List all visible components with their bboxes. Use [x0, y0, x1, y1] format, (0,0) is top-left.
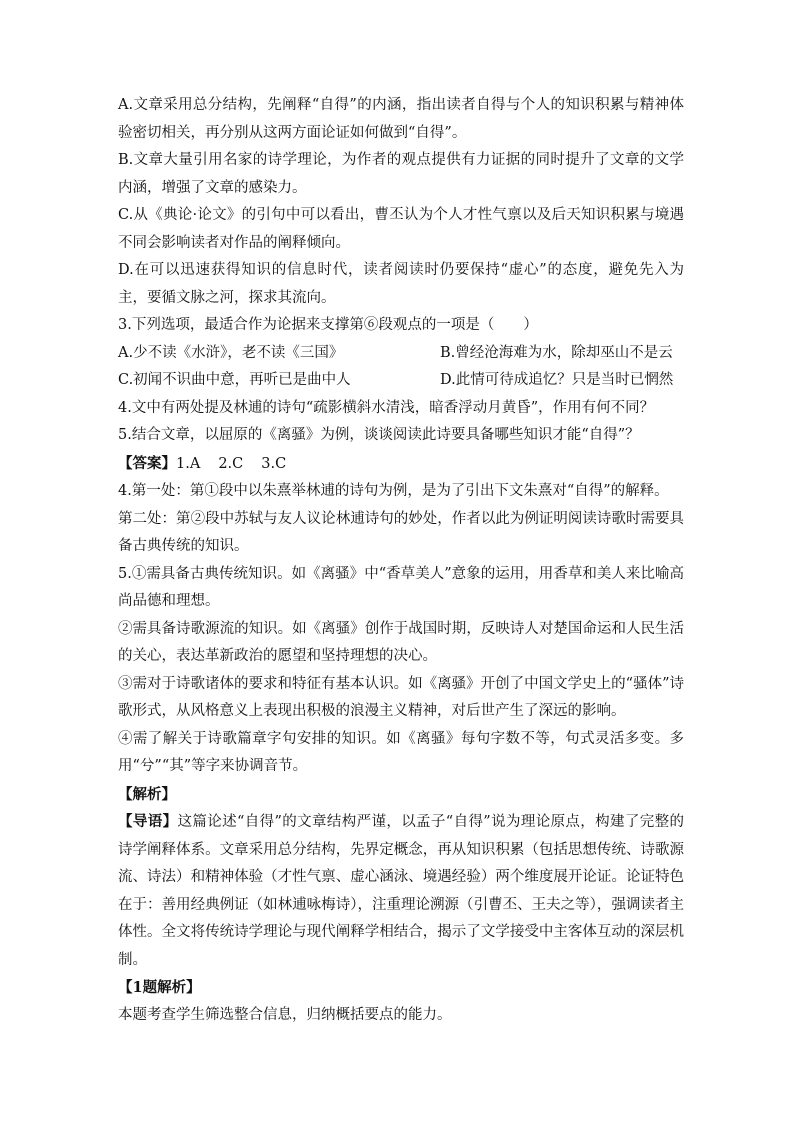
answer-line: [118, 450, 684, 479]
q3-option-a: A.少不读《水浒》，老不读《三国》: [118, 344, 344, 361]
answer-label: 【答案】: [118, 454, 176, 472]
q3-option-b: B.曾经沧海难为水，除却巫山不是云: [440, 344, 673, 361]
answer-5-point-2: ②需具备诗歌源流的知识。如《离骚》创作于战国时期，反映诗人对楚国命运和人民生活的关心，表达革新政治的愿望和坚持理想的决心。: [118, 620, 684, 664]
q3-options-row-2: [118, 367, 684, 395]
q2-option-a: A.文章采用总分结构，先阐释“自得”的内涵，指出读者自得与个人的知识积累与精神体验密切相关，再分别从这两方面论证如何做到“自得”。: [118, 97, 684, 141]
q2-option-c: C.从《典论·论文》的引句中可以看出，曹丕认为个人才性气禀以及后天知识积累与境遇不同会影响读者对作品的阐释倾向。: [118, 207, 684, 251]
q5-stem: 5.结合文章，以屈原的《离骚》为例，谈谈阅读此诗要具备哪些知识才能“自得”？: [118, 427, 640, 443]
q2-option-b: B.文章大量引用名家的诗学理论，为作者的观点提供有力证据的同时提升了文章的文学内涵，增强了文章的感染力。: [118, 152, 684, 196]
answer-4-first: 4.第一处：第①段中以朱熹举林逋的诗句为例，是为了引出下文朱熹对“自得”的解释。: [118, 483, 669, 499]
analysis-label: 【解析】: [118, 785, 176, 803]
guide-label: 【导语】: [118, 813, 178, 830]
answer-5-point-4: ④需了解关于诗歌篇章字句安排的知识。如《离骚》每句字数不等，句式灵活多变。多用“兮”“其”等字来协调音节。: [118, 730, 684, 774]
answer-5-point-3: ③需对于诗歌诸体的要求和特征有基本认识。如《离骚》开创了中国文学史上的“骚体”诗歌形式，从风格意义上表现出积极的浪漫主义精神，对后世产生了深远的影响。: [118, 675, 684, 719]
guide-text: 这篇论述“自得”的文章结构严谨，以孟子“自得”说为理论原点，构建了完整的诗学阐释体系。文章采用总分结构，先界定概念，再从知识积累（包括思想传统、诗歌源流、诗法）和精神体验（才性气禀、虚心涵泳、境遇经验）两个维度展开论证。论证特色在于：善用经典例证（如林逋咏梅诗），注重理论溯源（引曹丕、王夫之等），强调读者主体性。全文将传统诗学理论与现代阐释学相结合，揭示了文学接受中主客体互动的深层机制。: [118, 814, 685, 968]
q1-analysis-label: 【1题解析】: [118, 979, 201, 996]
answer-4-second: 第二处：第②段中苏轼与友人议论林逋诗句的妙处，作者以此为例证明阅读诗歌时需要具备古典传统的知识。: [118, 510, 684, 554]
answer-1: 1.A: [176, 455, 201, 472]
q3-options-row-1: [118, 340, 684, 368]
q2-option-d: D.在可以迅速获得知识的信息时代，读者阅读时仍要保持“虚心”的态度，避免先入为主，要循文脉之河，探求其流向。: [118, 262, 684, 306]
guide-paragraph: [118, 808, 684, 974]
q1-analysis-text: 本题考查学生筛选整合信息，归纳概括要点的能力。: [118, 1006, 452, 1023]
answer-5-point-1: 5.①需具备古典传统知识。如《离骚》中“香草美人”意象的运用，用香草和美人来比喻高尚品德和理想。: [118, 565, 684, 609]
answer-2: 2.C: [218, 455, 244, 472]
q3-stem: 3.下列选项，最适合作为论据来支撑第⑥段观点的一项是（ ）: [118, 317, 538, 333]
q4-stem: 4.文中有两处提及林逋的诗句“疏影横斜水清浅，暗香浮动月黄昏”，作用有何不同？: [118, 399, 655, 416]
q3-option-d: D.此情可待成追忆？只是当时已惘然: [440, 372, 674, 388]
q3-option-c: C.初闻不识曲中意，再听已是曲中人: [118, 372, 351, 388]
answer-3: 3.C: [261, 455, 287, 472]
